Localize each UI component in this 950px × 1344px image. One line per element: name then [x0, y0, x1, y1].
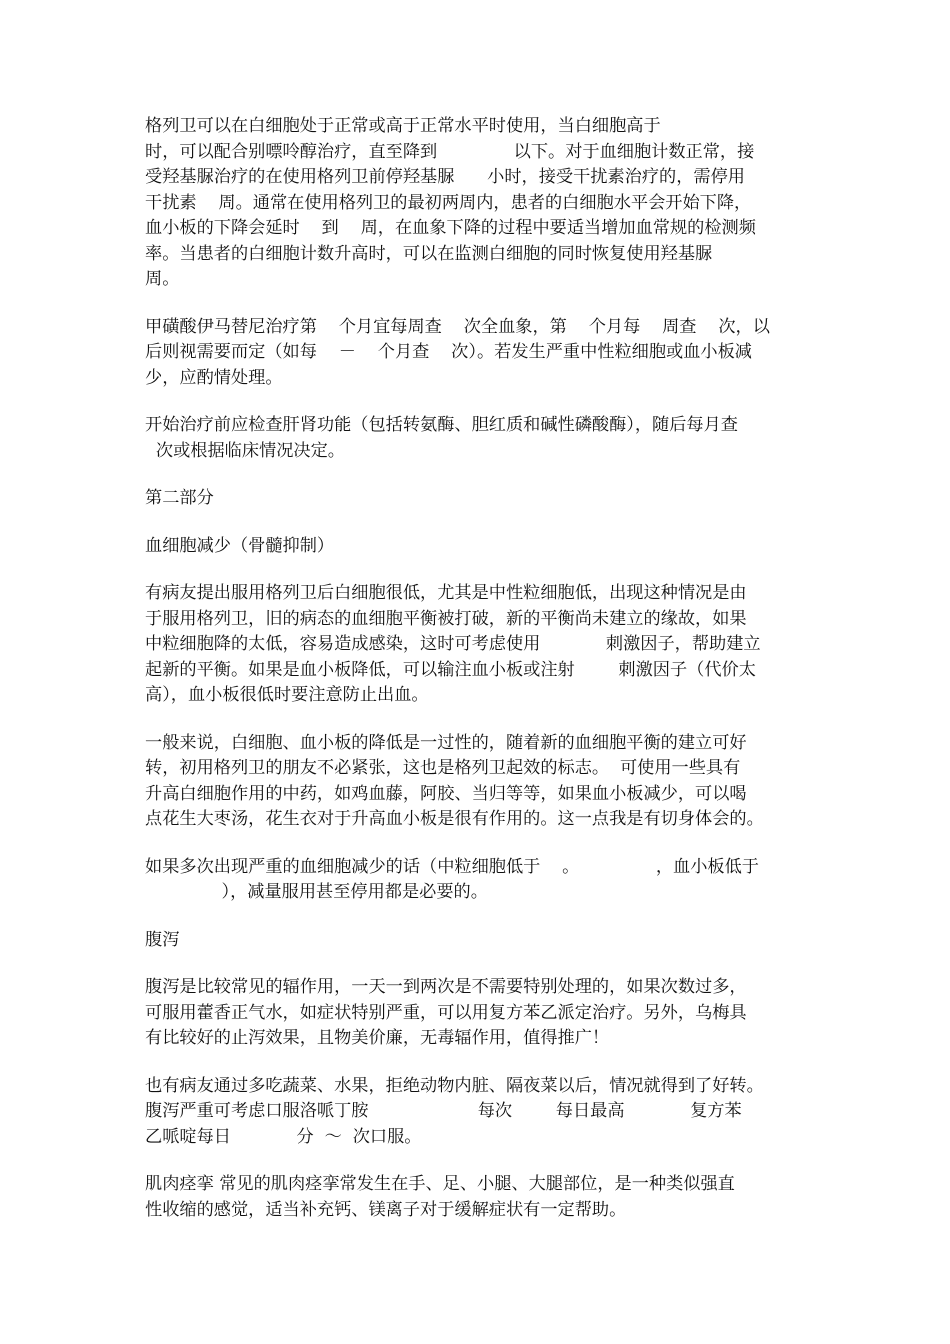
text-line: 肌肉痉挛 常见的肌肉痉挛常发生在手、足、小腿、大腿部位，是一种类似强直 — [145, 1174, 735, 1194]
text-line: 性收缩的感觉，适当补充钙、镁离子对于缓解症状有一定帮助。 — [145, 1199, 627, 1220]
text-line: 转，初用格列卫的朋友不必紧张，这也是格列卫起效的标志。 可使用一些具有 — [145, 758, 741, 778]
text-line: 起新的平衡。如果是血小板降低，可以输注血小板或注射 刺激因子（代价太 — [145, 659, 756, 680]
text-line: 于服用格列卫，旧的病态的血细胞平衡被打破，新的平衡尚未建立的缘故，如果 — [145, 608, 747, 629]
text-line: 点花生大枣汤，花生衣对于升高血小板是很有作用的。这一点我是有切身体会的。 — [145, 809, 764, 829]
text-line: 周。 — [145, 269, 180, 289]
text-line: 甲磺酸伊马替尼治疗第 个月宜每周查 次全血象，第 个月每 周查 次，以 — [145, 316, 770, 337]
paragraph-transient-drop — [145, 731, 813, 833]
text-line: 可服用藿香正气水，如症状特别严重，可以用复方苯乙派定治疗。另外，乌梅具 — [145, 1002, 747, 1023]
text-line: 次或根据临床情况决定。 — [145, 440, 345, 461]
paragraph-muscle-cramps — [145, 1172, 813, 1223]
text-line: 有比较好的止泻效果，且物美价廉，无毒辐作用，值得推广！ — [145, 1028, 610, 1048]
text-line: 开始治疗前应检查肝肾功能（包括转氨酶、胆红质和碱性磷酸酶），随后每月查 — [145, 415, 738, 435]
text-line: 也有病友通过多吃蔬菜、水果，拒绝动物内脏、隔夜菜以后，情况就得到了好转。 — [145, 1075, 764, 1096]
text-line: ），减量服用甚至停用都是必要的。 — [145, 882, 488, 902]
text-line: 有病友提出服用格列卫后白细胞很低，尤其是中性粒细胞低，出现这种情况是由 — [145, 583, 747, 603]
paragraph-diarrhea-diet — [145, 1074, 813, 1151]
paragraph-low-wbc — [145, 581, 813, 709]
document-page — [145, 114, 813, 1245]
subheading: 血细胞减少（骨髓抑制） — [145, 535, 335, 556]
text-line: 时，可以配合别嘌呤醇治疗，直至降到 以下。对于血细胞计数正常，接 — [145, 141, 755, 162]
text-line: 率。当患者的白细胞计数升高时，可以在监测白细胞的同时恢复使用羟基脲 — [145, 243, 713, 264]
paragraph-severe-cytopenia — [145, 855, 813, 906]
text-line: 干扰素 周。通常在使用格列卫的最初两周内，患者的白细胞水平会开始下降， — [145, 192, 752, 213]
text-line: 高），血小板很低时要注意防止出血。 — [145, 685, 429, 705]
section-heading-part-two — [145, 486, 813, 512]
text-line: 格列卫可以在白细胞处于正常或高于正常水平时使用，当白细胞高于 — [145, 116, 661, 136]
paragraph-blood-monitoring — [145, 315, 813, 392]
text-line: 一般来说，白细胞、血小板的降低是一过性的，随着新的血细胞平衡的建立可好 — [145, 732, 747, 753]
text-line: 血小板的下降会延时 到 周，在血象下降的过程中要适当增加血常规的检测频 — [145, 218, 756, 238]
text-line: 乙哌啶每日 分 ～ 次口服。 — [145, 1126, 422, 1147]
text-line: 如果多次出现严重的血细胞减少的话（中粒细胞低于 。 ，血小板低于 — [145, 856, 759, 877]
paragraph-gleevec-usage — [145, 114, 813, 293]
text-line: 腹泻严重可考虑口服洛哌丁胺 每次 每日最高 复方苯 — [145, 1101, 742, 1121]
text-line: 腹泻是比较常见的辐作用，一天一到两次是不需要特别处理的，如果次数过多， — [145, 977, 747, 997]
text-line: 升高白细胞作用的中药，如鸡血藤，阿胶、当归等等，如果血小板减少，可以喝 — [145, 783, 747, 804]
section-heading: 第二部分 — [145, 488, 214, 508]
text-line: 少，应酌情处理。 — [145, 367, 283, 388]
subheading: 腹泻 — [145, 929, 180, 950]
subheading-diarrhea — [145, 928, 813, 954]
paragraph-liver-kidney — [145, 413, 813, 464]
subheading-cytopenia — [145, 534, 813, 560]
paragraph-diarrhea-treatment — [145, 975, 813, 1052]
text-line: 后则视需要而定（如每 － 个月查 次）。若发生严重中性粒细胞或血小板减 — [145, 342, 752, 362]
text-line: 中粒细胞降的太低，容易造成感染，这时可考虑使用 刺激因子，帮助建立 — [145, 634, 761, 654]
text-line: 受羟基脲治疗的在使用格列卫前停羟基脲 小时，接受干扰素治疗的，需停用 — [145, 167, 745, 187]
